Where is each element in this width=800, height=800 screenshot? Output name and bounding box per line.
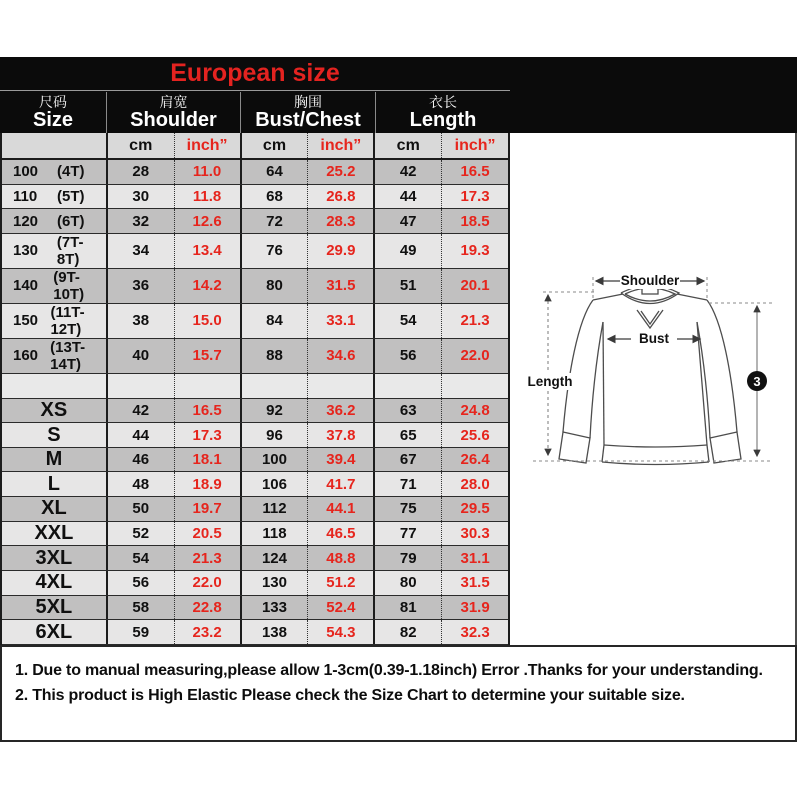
column-header-size [0, 92, 107, 133]
size-label-cell: 110 (5T) [2, 185, 108, 209]
bust-cm-cell: 72 [242, 209, 309, 233]
bust-inch-cell: 48.8 [308, 546, 375, 570]
size-row-100 [2, 160, 508, 185]
bust-cm-unit: cm [242, 133, 309, 158]
shoulder-inch-cell: 18.1 [175, 448, 242, 472]
size-label-cell: 4XL [2, 571, 108, 595]
bust-cm-cell: 133 [242, 596, 309, 620]
length-inch-cell: 18.5 [460, 212, 490, 230]
length-inch-cell: 16.5 [460, 163, 490, 181]
size-label-cell: 120 (6T) [2, 209, 108, 233]
length-cm-unit: cm [375, 133, 442, 158]
shoulder-cm-cell: 44 [108, 423, 175, 447]
size-row-L [2, 472, 508, 497]
size-label-cell: M [2, 448, 108, 472]
length-cm-cell: 49 [375, 234, 442, 268]
bust-inch-cell: 46.5 [308, 522, 375, 546]
shoulder-inch-cell: 18.9 [175, 472, 242, 496]
sweater-measurement-diagram [515, 248, 795, 480]
length-cm-cell: 67 [375, 448, 442, 472]
length-inch-cell [442, 374, 508, 398]
shoulder-cm-cell: 54 [108, 546, 175, 570]
bust-cm-cell: 130 [242, 571, 309, 595]
size-label-cell: 150 (11T-12T) [2, 304, 108, 338]
column-header-bust [241, 92, 376, 133]
bust-inch-unit: inch” [308, 133, 375, 158]
bust-inch-cell: 41.7 [308, 472, 375, 496]
size-en-label: Size [32, 109, 74, 131]
shoulder-cm-cell: 46 [108, 448, 175, 472]
length-cm-cell: 81 [375, 596, 442, 620]
length-inch-cell: 17.3 [460, 187, 490, 205]
bust-cm-cell: 100 [242, 448, 309, 472]
size-label-cell: 3XL [2, 546, 108, 570]
length-cm-cell: 65 [375, 423, 442, 447]
length-inch-cell: 28.0 [460, 475, 490, 493]
length-inch-cell: 20.1 [460, 277, 490, 295]
units-row [2, 133, 508, 160]
length-cm-cell: 56 [375, 339, 442, 373]
size-label-cell: XL [2, 497, 108, 521]
bust-inch-cell: 44.1 [308, 497, 375, 521]
table-rows [2, 160, 508, 645]
length-en-label: Length [409, 109, 477, 131]
bust-inch-cell: 51.2 [308, 571, 375, 595]
size-row-5XL [2, 596, 508, 621]
length-cm-cell: 42 [375, 160, 442, 184]
length-cm-cell [375, 374, 442, 398]
length-cm-cell: 44 [375, 185, 442, 209]
shoulder-inch-cell: 13.4 [175, 234, 242, 268]
size-cn-label: 尺码 [39, 94, 67, 110]
bust-cm-cell: 92 [242, 399, 309, 423]
length-inch-cell: 30.3 [460, 525, 490, 543]
column-header-shoulder [107, 92, 241, 133]
bust-en-label: Bust/Chest [255, 109, 361, 131]
page-title: European size [0, 57, 510, 91]
shoulder-cm-cell: 28 [108, 160, 175, 184]
bust-inch-cell: 26.8 [308, 185, 375, 209]
sweater-outline [559, 286, 741, 465]
column-header-length [376, 92, 510, 133]
shoulder-inch-cell: 19.7 [175, 497, 242, 521]
length-cm-cell: 75 [375, 497, 442, 521]
bust-inch-cell: 34.6 [308, 339, 375, 373]
size-label-cell: 100 (4T) [2, 160, 108, 184]
bust-cm-cell: 112 [242, 497, 309, 521]
shoulder-cm-cell: 40 [108, 339, 175, 373]
size-label-cell: 160 (13T-14T) [2, 339, 108, 373]
size-row-XS [2, 399, 508, 424]
notes-section [0, 645, 797, 742]
bust-inch-cell: 31.5 [308, 269, 375, 303]
size-row-120 [2, 209, 508, 234]
shoulder-cm-cell: 58 [108, 596, 175, 620]
shoulder-inch-cell: 20.5 [175, 522, 242, 546]
shoulder-cm-cell: 59 [108, 620, 175, 644]
size-label-cell: 5XL [2, 596, 108, 620]
note-line-2: 2. This product is High Elastic Please check the Size Chart to determine your suitable size. [15, 687, 685, 704]
length-cm-cell: 80 [375, 571, 442, 595]
size-row-6XL [2, 620, 508, 645]
shoulder-cm-cell: 32 [108, 209, 175, 233]
shoulder-inch-cell: 22.8 [175, 596, 242, 620]
size-label-cell: L [2, 472, 108, 496]
shoulder-inch-cell: 17.3 [175, 423, 242, 447]
shoulder-cm-cell [108, 374, 175, 398]
length-inch-cell: 21.3 [460, 312, 490, 330]
bust-cm-cell: 76 [242, 234, 309, 268]
bust-cm-cell [242, 374, 309, 398]
size-label-cell: 6XL [2, 620, 108, 644]
size-label-cell [2, 374, 108, 398]
shoulder-cm-cell: 30 [108, 185, 175, 209]
length-cm-cell: 47 [375, 209, 442, 233]
bust-cm-cell: 68 [242, 185, 309, 209]
length-cm-cell: 51 [375, 269, 442, 303]
size-table [0, 133, 510, 645]
bust-cm-cell: 96 [242, 423, 309, 447]
shoulder-cm-cell: 50 [108, 497, 175, 521]
size-label-cell: XXL [2, 522, 108, 546]
shoulder-cm-unit: cm [108, 133, 175, 158]
size-label-cell: 130 (7T-8T) [2, 234, 108, 268]
length-inch-cell: 25.6 [460, 426, 490, 444]
shoulder-cm-cell: 52 [108, 522, 175, 546]
length-inch-cell: 31.9 [460, 599, 490, 616]
shoulder-en-label: Shoulder [130, 109, 217, 131]
length-inch-cell: 19.3 [460, 242, 490, 260]
size-row-4XL [2, 571, 508, 596]
length-cn-label: 衣长 [429, 94, 457, 110]
length-inch-cell: 31.5 [460, 574, 490, 592]
size-row-XL [2, 497, 508, 522]
shoulder-dimension-label: Shoulder [620, 273, 680, 288]
badge-number: 3 [753, 374, 761, 389]
units-size-cell [2, 133, 108, 158]
bust-cm-cell: 106 [242, 472, 309, 496]
size-row-110 [2, 185, 508, 210]
shoulder-inch-cell: 11.0 [175, 160, 242, 184]
length-cm-cell: 54 [375, 304, 442, 338]
shoulder-cm-cell: 38 [108, 304, 175, 338]
length-inch-cell: 31.1 [460, 549, 490, 567]
length-inch-cell: 32.3 [460, 623, 490, 641]
length-cm-cell: 79 [375, 546, 442, 570]
shoulder-inch-cell [175, 374, 242, 398]
bust-inch-cell: 28.3 [308, 209, 375, 233]
length-inch-cell: 26.4 [460, 451, 490, 469]
shoulder-inch-cell: 14.2 [175, 269, 242, 303]
bust-inch-cell: 54.3 [308, 620, 375, 644]
bust-cn-label: 胸围 [294, 94, 322, 110]
size-label-cell: 140 (9T-10T) [2, 269, 108, 303]
shoulder-inch-cell: 23.2 [175, 620, 242, 644]
length-inch-cell: 29.5 [460, 500, 490, 518]
bust-inch-cell: 39.4 [308, 448, 375, 472]
bust-cm-cell: 138 [242, 620, 309, 644]
bust-inch-cell: 36.2 [308, 399, 375, 423]
shoulder-inch-cell: 22.0 [175, 571, 242, 595]
bust-cm-cell: 118 [242, 522, 309, 546]
length-inch-cell: 22.0 [460, 347, 490, 365]
length-inch-unit: inch” [454, 136, 496, 154]
bust-inch-cell: 52.4 [308, 596, 375, 620]
length-cm-cell: 77 [375, 522, 442, 546]
column-headers [0, 92, 510, 133]
length-cm-cell: 63 [375, 399, 442, 423]
length-inch-cell: 24.8 [460, 401, 490, 419]
bust-dimension-label: Bust [639, 331, 669, 346]
length-cm-cell: 71 [375, 472, 442, 496]
bust-inch-cell: 29.9 [308, 234, 375, 268]
bust-inch-cell [308, 374, 375, 398]
shoulder-cn-label: 肩宽 [159, 94, 188, 110]
shoulder-inch-cell: 11.8 [175, 185, 242, 209]
size-label-cell: S [2, 423, 108, 447]
shoulder-inch-unit: inch” [175, 133, 242, 158]
bust-cm-cell: 88 [242, 339, 309, 373]
note-line-1: 1. Due to manual measuring,please allow 1-3cm(0.39-1.18inch) Error .Thanks for your understanding. [15, 662, 763, 679]
size-row-XXL [2, 522, 508, 547]
bust-inch-cell: 25.2 [308, 160, 375, 184]
bust-cm-cell: 84 [242, 304, 309, 338]
length-cm-cell: 82 [375, 620, 442, 644]
shoulder-inch-cell: 21.3 [175, 546, 242, 570]
shoulder-inch-cell: 15.0 [175, 304, 242, 338]
size-row-150 [2, 304, 508, 339]
bust-cm-cell: 64 [242, 160, 309, 184]
shoulder-inch-cell: 12.6 [175, 209, 242, 233]
shoulder-inch-cell: 15.7 [175, 339, 242, 373]
shoulder-cm-cell: 48 [108, 472, 175, 496]
shoulder-inch-cell: 16.5 [175, 399, 242, 423]
size-row-M [2, 448, 508, 473]
size-row-3XL [2, 546, 508, 571]
size-row-140 [2, 269, 508, 304]
shoulder-cm-cell: 42 [108, 399, 175, 423]
bust-inch-cell: 37.8 [308, 423, 375, 447]
size-row-160 [2, 339, 508, 374]
bust-cm-cell: 124 [242, 546, 309, 570]
size-row-130 [2, 234, 508, 269]
spacer-row [2, 374, 508, 399]
shoulder-cm-cell: 56 [108, 571, 175, 595]
outer-right-border [795, 133, 797, 645]
length-dimension-label: Length [527, 374, 573, 389]
bust-inch-cell: 33.1 [308, 304, 375, 338]
bust-cm-cell: 80 [242, 269, 309, 303]
size-label-cell: XS [2, 399, 108, 423]
shoulder-cm-cell: 36 [108, 269, 175, 303]
shoulder-cm-cell: 34 [108, 234, 175, 268]
size-row-S [2, 423, 508, 448]
